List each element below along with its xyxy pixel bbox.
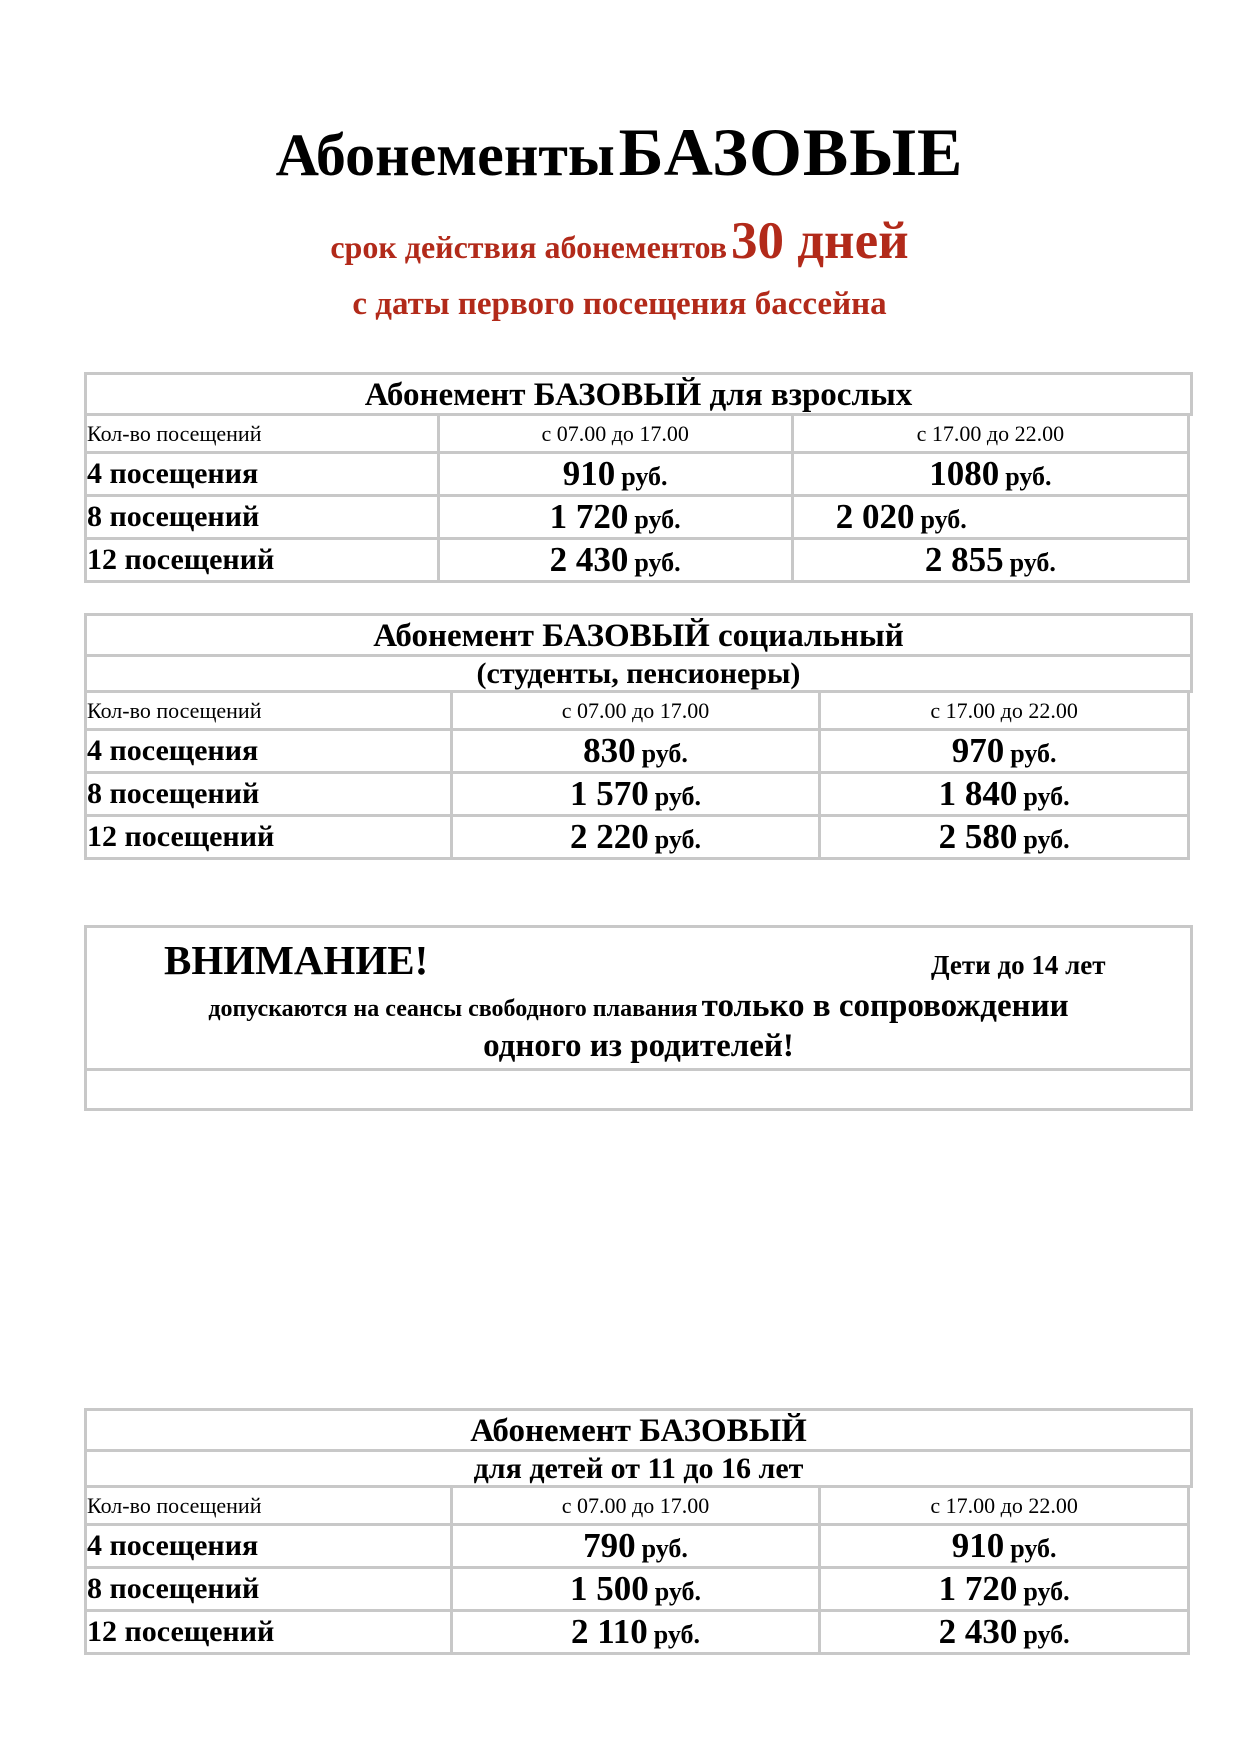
validity-line-2: с даты первого посещения бассейна [352,286,887,322]
day-price: 2 430 руб. [438,539,792,582]
visits-label: 12 посещений [86,1611,452,1654]
evening-price: 2 020 руб. [792,496,1188,539]
table-row [86,496,1189,539]
day-price: 2 220 руб. [451,816,820,859]
social-table-title: Абонемент БАЗОВЫЙ социальный [84,613,1193,657]
day-price: 2 110 руб. [451,1611,820,1654]
day-price: 1 720 руб. [438,496,792,539]
kids-table-title: Абонемент БАЗОВЫЙ [84,1408,1193,1452]
kids-table-grid [84,1485,1190,1655]
day-price: 1 570 руб. [451,773,820,816]
evening-price: 1080 руб. [792,453,1188,496]
warning-divider [87,1068,1190,1071]
validity-text: срок действия абонементов [330,229,727,265]
visits-label: 4 посещения [86,730,452,773]
visits-label: 8 посещений [86,496,439,539]
col-visits-header: Кол-во посещений [86,415,439,453]
social-table-subtitle: (студенты, пенсионеры) [84,654,1193,693]
kids-table-subtitle: для детей от 11 до 16 лет [84,1449,1193,1488]
table-row [86,453,1189,496]
day-price: 910 руб. [438,453,792,496]
col-evening-header: с 17.00 до 22.00 [792,415,1188,453]
table-row [86,773,1189,816]
adults-table-title: Абонемент БАЗОВЫЙ для взрослых [84,372,1193,416]
page-title [0,114,1239,190]
col-evening-header: с 17.00 до 22.00 [820,692,1189,730]
day-price: 790 руб. [451,1525,820,1568]
validity-line-1 [0,212,1239,270]
day-price: 830 руб. [451,730,820,773]
col-day-header: с 07.00 до 17.00 [451,692,820,730]
page-title-part1: Абонементы [275,122,615,188]
table-row [86,539,1189,582]
table-header-row [86,692,1189,730]
table-row [86,816,1189,859]
validity-days: 30 дней [730,212,909,270]
visits-label: 4 посещения [86,453,439,496]
evening-price: 2 580 руб. [820,816,1189,859]
col-day-header: с 07.00 до 17.00 [438,415,792,453]
page-title-part2: БАЗОВЫЕ [618,114,964,190]
evening-price: 1 720 руб. [820,1568,1189,1611]
col-evening-header: с 17.00 до 22.00 [820,1487,1189,1525]
evening-price: 2 430 руб. [820,1611,1189,1654]
warning-text [87,988,1190,1025]
visits-label: 4 посещения [86,1525,452,1568]
evening-price: 970 руб. [820,730,1189,773]
warning-box [84,925,1193,1111]
visits-label: 12 посещений [86,539,439,582]
evening-price: 1 840 руб. [820,773,1189,816]
table-row [86,1611,1189,1654]
warning-text-c: одного из родителей! [483,1028,794,1064]
warning-age-note: Дети до 14 лет [931,950,1106,980]
visits-label: 8 посещений [86,1568,452,1611]
warning-text-a: допускаются на сеансы свободного плавания [208,996,698,1022]
col-visits-header: Кол-во посещений [86,1487,452,1525]
visits-label: 8 посещений [86,773,452,816]
social-table-grid [84,690,1190,860]
evening-price: 910 руб. [820,1525,1189,1568]
visits-label: 12 посещений [86,816,452,859]
warning-heading: ВНИМАНИЕ! [164,937,429,983]
table-row [86,1568,1189,1611]
table-header-row [86,415,1189,453]
col-visits-header: Кол-во посещений [86,692,452,730]
col-day-header: с 07.00 до 17.00 [451,1487,820,1525]
table-header-row [86,1487,1189,1525]
adults-table-grid [84,413,1190,583]
evening-price: 2 855 руб. [792,539,1188,582]
table-row [86,730,1189,773]
warning-text-b: только в сопровождении [701,988,1069,1024]
day-price: 1 500 руб. [451,1568,820,1611]
table-row [86,1525,1189,1568]
